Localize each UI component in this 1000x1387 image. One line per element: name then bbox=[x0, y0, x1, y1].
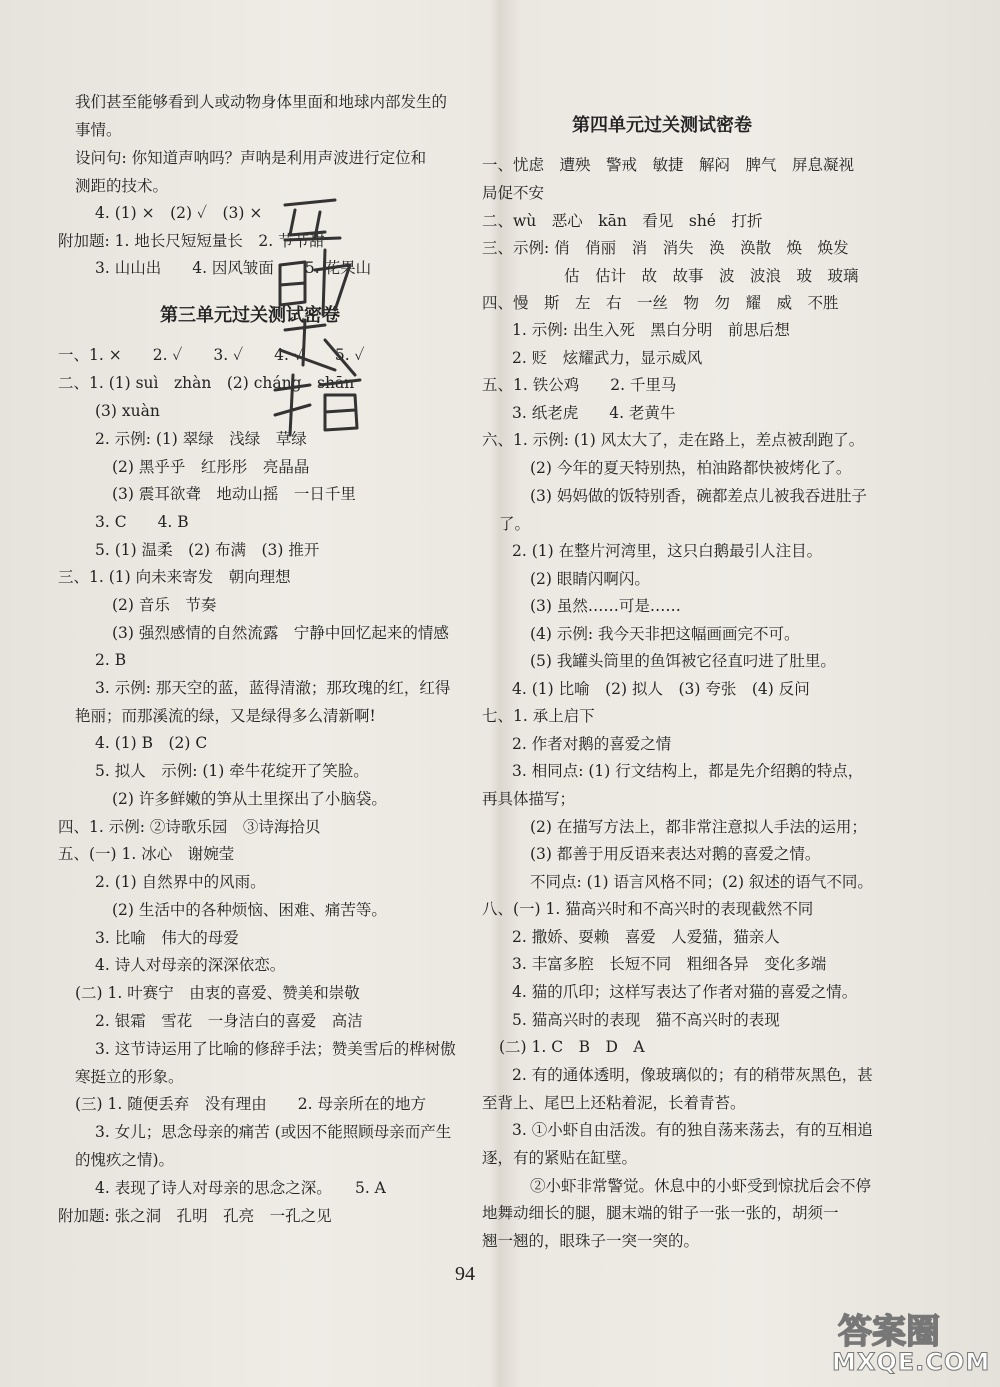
left-text-line: 艳丽；而那溪流的绿，又是绿得多么清新啊! bbox=[75, 707, 376, 725]
left-text-line: 4. (1) × (2) ✓ (3) × bbox=[95, 204, 263, 222]
left-text-line: 4. 表现了诗人对母亲的思念之深。 5. A bbox=[95, 1179, 386, 1197]
right-text-line: 3. 丰富多腔 长短不同 粗细各异 变化多端 bbox=[512, 955, 827, 973]
left-text-line: 2. 银霜 雪花 一身洁白的喜爱 高洁 bbox=[95, 1012, 363, 1030]
right-text-line: 了。 bbox=[499, 515, 531, 533]
right-text-line: (3) 虽然……可是…… bbox=[530, 597, 681, 615]
left-text-line: 寒挺立的形象。 bbox=[75, 1068, 184, 1086]
left-text-line: (3) xuàn bbox=[95, 402, 160, 420]
left-text-line: 3. 示例: 那天空的蓝，蓝得清澈；那玫瑰的红，红得 bbox=[95, 679, 451, 697]
left-text-line: 5. 拟人 示例: (1) 牵牛花绽开了笑脸。 bbox=[95, 762, 369, 780]
left-text-line: 4. (1) B (2) C bbox=[95, 734, 208, 752]
right-text-line: 逐，有的紧贴在缸壁。 bbox=[482, 1149, 638, 1167]
right-text-line: 局促不安 bbox=[482, 184, 545, 202]
right-text-line: 翘一翘的，眼珠子一突一突的。 bbox=[482, 1232, 700, 1250]
watermark-logo: 答案圈 bbox=[838, 1312, 940, 1352]
left-text-line: (2) 黑乎乎 红彤彤 亮晶晶 bbox=[112, 458, 310, 476]
right-text-line: 2. 有的通体透明，像玻璃似的；有的稍带灰黑色，甚 bbox=[512, 1066, 873, 1084]
right-text-line: (5) 我罐头筒里的鱼饵被它径直叼进了肚里。 bbox=[530, 652, 836, 670]
watermark bbox=[820, 1300, 990, 1380]
left-text-line: 的愧疚之情)。 bbox=[75, 1151, 175, 1169]
left-text-line: 五、(一) 1. 冰心 谢婉莹 bbox=[58, 845, 235, 863]
left-text-line: 3. C 4. B bbox=[95, 513, 189, 531]
right-text-line: 二、wù 恶心 kān 看见 shé 打折 bbox=[482, 212, 763, 230]
left-text-line: 二、1. (1) suì zhàn (2) cháng shān bbox=[58, 374, 355, 392]
right-text-line: 4. (1) 比喻 (2) 拟人 (3) 夸张 (4) 反问 bbox=[512, 680, 810, 698]
left-text-line: 附加题: 1. 地长尺短短量长 2. 节节甜 bbox=[58, 232, 325, 250]
right-text-line: (2) 今年的夏天特别热，柏油路都快被烤化了。 bbox=[530, 459, 852, 477]
right-text-line: 2. 撒娇、耍赖 喜爱 人爱猫，猫亲人 bbox=[512, 928, 780, 946]
left-text-line: 3. 比喻 伟大的母爱 bbox=[95, 929, 239, 947]
right-text-line: (3) 妈妈做的饭特别香，碗都差点儿被我吞进肚子 bbox=[530, 487, 867, 505]
right-text-line: 2. 贬 炫耀武力，显示威风 bbox=[512, 349, 703, 367]
right-text-line: (二) 1. C B D A bbox=[499, 1038, 645, 1056]
left-text-line: (2) 音乐 节奏 bbox=[112, 596, 217, 614]
right-text-line: 一、忧虑 遭殃 警戒 敏捷 解闷 脾气 屏息凝视 bbox=[482, 156, 855, 174]
right-text-line: 三、示例: 俏 俏丽 消 消失 涣 涣散 焕 焕发 bbox=[482, 239, 849, 257]
right-text-line: 五、1. 铁公鸡 2. 千里马 bbox=[482, 376, 677, 394]
right-text-line: (2) 在描写方法上，都非常注意拟人手法的运用； bbox=[530, 818, 867, 836]
right-text-line: 八、(一) 1. 猫高兴时和不高兴时的表现截然不同 bbox=[482, 900, 814, 918]
left-text-line: 三、1. (1) 向未来寄发 朝向理想 bbox=[58, 568, 291, 586]
left-text-line: 2. (1) 自然界中的风雨。 bbox=[95, 873, 266, 891]
right-text-line: 估 估计 故 故事 波 波浪 玻 玻璃 bbox=[564, 267, 859, 285]
right-text-line: (3) 都善于用反语来表达对鹅的喜爱之情。 bbox=[530, 845, 821, 863]
left-text-line: (三) 1. 随便丢弃 没有理由 2. 母亲所在的地方 bbox=[75, 1095, 426, 1113]
left-text-line: 3. 这节诗运用了比喻的修辞手法；赞美雪后的桦树傲 bbox=[95, 1040, 456, 1058]
right-text-line: 3. ①小虾自由活泼。有的独自荡来荡去，有的互相追 bbox=[512, 1121, 873, 1139]
right-text-line: 六、1. 示例: (1) 风太大了，走在路上，差点被刮跑了。 bbox=[482, 431, 865, 449]
left-text-line: 一、1. × 2. ✓ 3. ✓ 4. ✓ 5. ✓ bbox=[58, 346, 365, 364]
right-text-line: 1. 示例: 出生入死 黑白分明 前思后想 bbox=[512, 321, 790, 339]
left-text-line: (3) 震耳欲聋 地动山摇 一日千里 bbox=[112, 485, 356, 503]
right-text-line: ②小虾非常警觉。休息中的小虾受到惊扰后会不停 bbox=[530, 1177, 872, 1195]
right-text-line: 四、慢 斯 左 右 一丝 物 勿 耀 威 不胜 bbox=[482, 294, 839, 312]
right-text-line: 不同点: (1) 语言风格不同；(2) 叙述的语气不同。 bbox=[530, 873, 873, 891]
left-text-line: (二) 1. 叶赛宁 由衷的喜爱、赞美和崇敬 bbox=[75, 984, 360, 1002]
left-text-line: 事情。 bbox=[75, 121, 122, 139]
left-text-line: 我们甚至能够看到人或动物身体里面和地球内部发生的 bbox=[75, 93, 448, 111]
unit-three-heading: 第三单元过关测试密卷 bbox=[160, 305, 340, 326]
right-text-line: (2) 眼睛闪啊闪。 bbox=[530, 570, 650, 588]
left-text-line: (2) 许多鲜嫩的笋从土里探出了小脑袋。 bbox=[112, 790, 387, 808]
left-text-line: 测距的技术。 bbox=[75, 177, 169, 195]
watermark-url: MXQE.COM bbox=[832, 1348, 991, 1376]
right-text-line: 地舞动细长的腿，腿末端的钳子一张一张的，胡须一 bbox=[482, 1204, 839, 1222]
left-text-line: 2. 示例: (1) 翠绿 浅绿 草绿 bbox=[95, 430, 307, 448]
right-text-line: 再具体描写； bbox=[482, 790, 576, 808]
left-text-line: 附加题: 张之洞 孔明 孔亮 一孔之见 bbox=[58, 1207, 332, 1225]
left-text-line: 5. (1) 温柔 (2) 布满 (3) 推开 bbox=[95, 541, 320, 559]
left-text-line: 3. 女儿；思念母亲的痛苦 (或因不能照顾母亲而产生 bbox=[95, 1123, 452, 1141]
right-text-line: 3. 相同点: (1) 行文结构上，都是先介绍鹅的特点， bbox=[512, 762, 864, 780]
page-number: 94 bbox=[455, 1263, 475, 1285]
left-text-line: (3) 强烈感情的自然流露 宁静中回忆起来的情感 bbox=[112, 624, 449, 642]
right-text-line: 至背上、尾巴上还粘着泥，长着青苔。 bbox=[482, 1094, 746, 1112]
handwritten-annotation bbox=[265, 190, 375, 440]
right-text-line: 5. 猫高兴时的表现 猫不高兴时的表现 bbox=[512, 1011, 780, 1029]
left-text-line: (2) 生活中的各种烦恼、困难、痛苦等。 bbox=[112, 901, 387, 919]
right-text-line: 4. 猫的爪印；这样写表达了作者对猫的喜爱之情。 bbox=[512, 983, 858, 1001]
left-text-line: 设问句: 你知道声呐吗？声呐是利用声波进行定位和 bbox=[75, 149, 427, 167]
right-text-line: 七、1. 承上启下 bbox=[482, 707, 595, 725]
unit-four-heading: 第四单元过关测试密卷 bbox=[572, 115, 752, 136]
left-text-line: 2. B bbox=[95, 651, 127, 669]
left-text-line: 3. 山山出 4. 因风皱面 5. 花果山 bbox=[95, 259, 372, 277]
right-text-line: 2. 作者对鹅的喜爱之情 bbox=[512, 735, 672, 753]
left-text-line: 4. 诗人对母亲的深深依恋。 bbox=[95, 956, 286, 974]
right-text-line: (4) 示例: 我今天非把这幅画画完不可。 bbox=[530, 625, 800, 643]
right-text-line: 3. 纸老虎 4. 老黄牛 bbox=[512, 404, 676, 422]
left-text-line: 四、1. 示例: ②诗歌乐园 ③诗海拾贝 bbox=[58, 818, 321, 836]
right-text-line: 2. (1) 在整片河湾里，这只白鹅最引人注目。 bbox=[512, 542, 823, 560]
